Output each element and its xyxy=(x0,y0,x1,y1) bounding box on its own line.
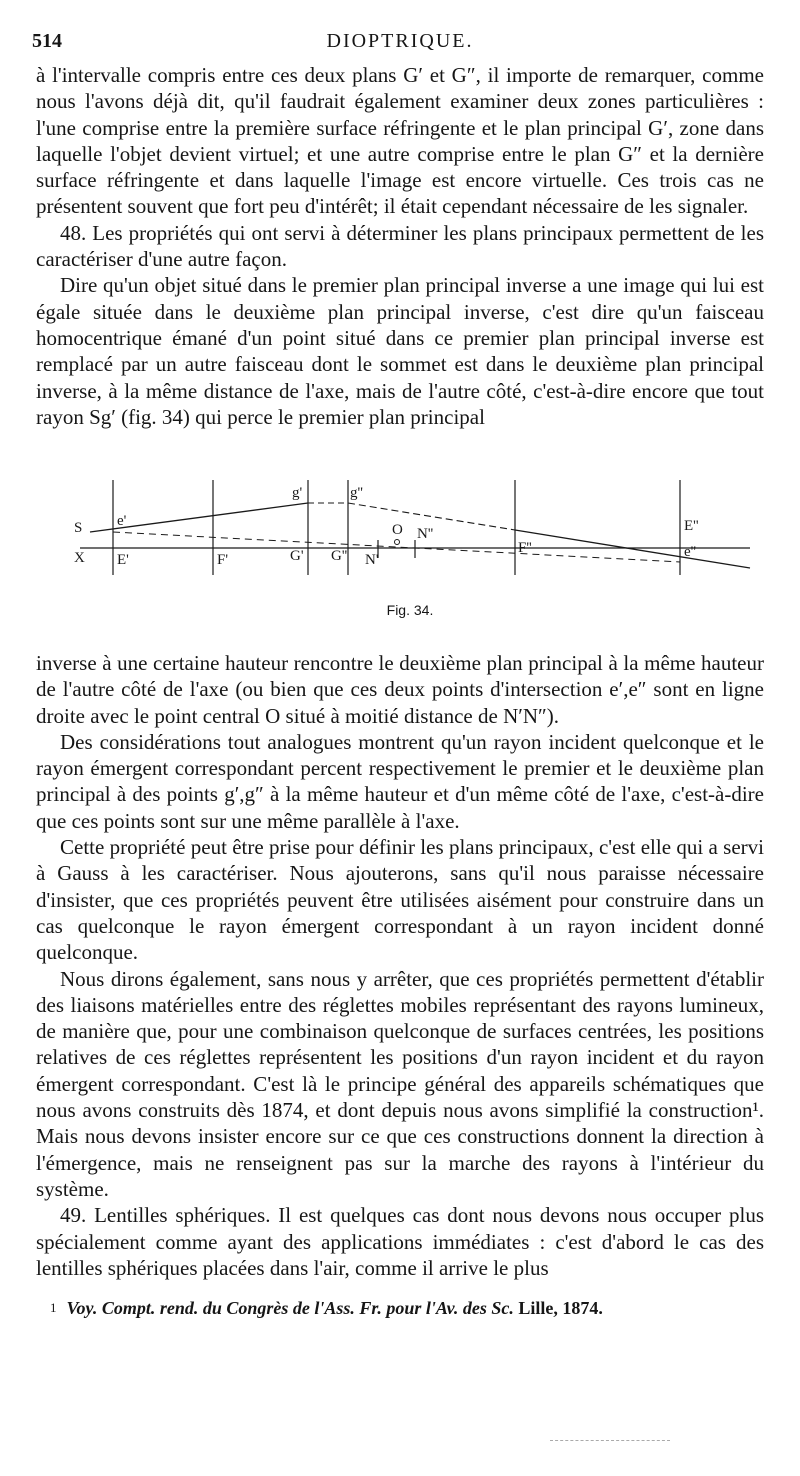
label-S: S xyxy=(74,520,83,536)
label-e2: e'' xyxy=(684,544,697,560)
label-F1: F' xyxy=(217,552,229,568)
footnote-reference: Voy. Compt. rend. du Congrès de l'Ass. Fr. pour l'Av. des Sc. xyxy=(66,1298,514,1318)
ray-diagram xyxy=(60,470,760,600)
center-point-O xyxy=(395,540,400,545)
figure-caption: Fig. 34. xyxy=(386,602,434,618)
paragraph: inverse à une certaine hauteur rencontre le deuxième plan principal à la même hauteur de l'autre côté de l'axe (ou bien que ces deux points d'intersection e′,e″ sont en ligne droite avec le point central O situé à moitié distance de N′N″). xyxy=(36,651,764,728)
label-O: O xyxy=(392,522,403,538)
paragraph: Des considérations tout analogues montrent qu'un rayon incident quelconque et le rayon émergent correspondant percent respectivement le premier et le deuxième plan principal à des points g′,g″ à la même hauteur et d'un même côté de l'axe, c'est-à-dire que ces points sont sur une même parallèle à l'axe. xyxy=(36,729,764,833)
paragraph-section-49: 49. Lentilles sphériques. Il est quelques cas dont nous devons nous occuper plus spécialement comme ayant des applications immédiates : c'est d'abord le cas des lentilles sphériques placées dans l'air, comme il arrive le plus xyxy=(36,1203,764,1280)
paragraph: Cette propriété peut être prise pour définir les plans principaux, c'est elle qui a servi à Gauss à les caractériser. Nous ajouterons, sans qu'il nous paraisse nécessaire d'insister, que ces propriétés peuvent être utilisées aisément pour construire dans un cas quelconque le rayon émergent correspondant à un rayon incident donné quelconque. xyxy=(36,835,764,965)
text-block-bottom xyxy=(36,650,764,1281)
paragraph: Dire qu'un objet situé dans le premier plan principal inverse a une image qui lui est égale située dans le deuxième plan principal inverse, c'est dire qu'un faisceau homocentrique émané d'un point situé dans ce premier plan principal inverse est remplacé par un autre faisceau dont le sommet est dans le deuxième plan principal inverse, à la même distance de l'axe, mais de l'autre côté, c'est-à-dire encore que tout rayon Sg′ (fig. 34) qui perce le premier plan principal xyxy=(36,273,764,429)
label-e1: e' xyxy=(117,513,127,529)
paragraph: Nous dirons également, sans nous y arrêter, que ces propriétés permettent d'établir des liaisons matérielles entre des réglettes mobiles représentant des rayons lumineux, de manière que, pour une combinaison quelconque de surfaces centrées, les positions relatives de ces réglettes représentent les positions d'un rayon incident et du rayon émergent correspondant. C'est là le principe général des appareils schématiques que nous avons construits dès 1874, et dont depuis nous avons simplifié la construction¹. Mais nous devons insister encore sur ce que ces constructions donnent la direction à l'émergence, mais ne renseignent pas sur la marche des rayons à l'intérieur du système. xyxy=(36,966,764,1201)
paragraph-section-48: 48. Les propriétés qui ont servi à déterminer les plans principaux permettent de les caractériser d'une autre façon. xyxy=(36,220,764,272)
label-N2: N'' xyxy=(417,526,434,542)
emergent-ray xyxy=(515,530,750,568)
page-number: 514 xyxy=(32,30,62,52)
running-head: DIOPTRIQUE. xyxy=(326,30,474,52)
page-bottom-marks xyxy=(550,1440,670,1442)
label-N1: N' xyxy=(365,552,379,568)
label-E1: E' xyxy=(117,552,129,568)
footnote-mark: 1 xyxy=(50,1300,57,1315)
label-G1: G' xyxy=(290,548,304,564)
label-g1: g' xyxy=(292,485,303,501)
paragraph: à l'intervalle compris entre ces deux plans G′ et G″, il importe de remarquer, comme nous l'avons déjà dit, qu'il faudrait également examiner deux zones particulières : l'une comprise entre la première surface réfringente et le plan principal G′, zone dans laquelle l'objet devient virtuel; et une autre comprise entre le plan G″ et la dernière surface réfringente et dans laquelle l'image est encore virtuelle. Ces trois cas ne présentent souvent que fort peu d'intérêt; il était cependant nécessaire de les signaler. xyxy=(36,63,764,219)
text-block-top xyxy=(36,62,764,430)
label-F2: F'' xyxy=(518,540,532,556)
label-X: X xyxy=(74,550,85,566)
figure-34 xyxy=(60,470,760,630)
footnote xyxy=(50,1298,770,1319)
page-header xyxy=(32,30,768,56)
footnote-place-year: Lille, 1874. xyxy=(513,1298,603,1318)
label-g2: g'' xyxy=(350,485,363,501)
label-E2: E'' xyxy=(684,518,699,534)
label-G2: G'' xyxy=(331,548,348,564)
